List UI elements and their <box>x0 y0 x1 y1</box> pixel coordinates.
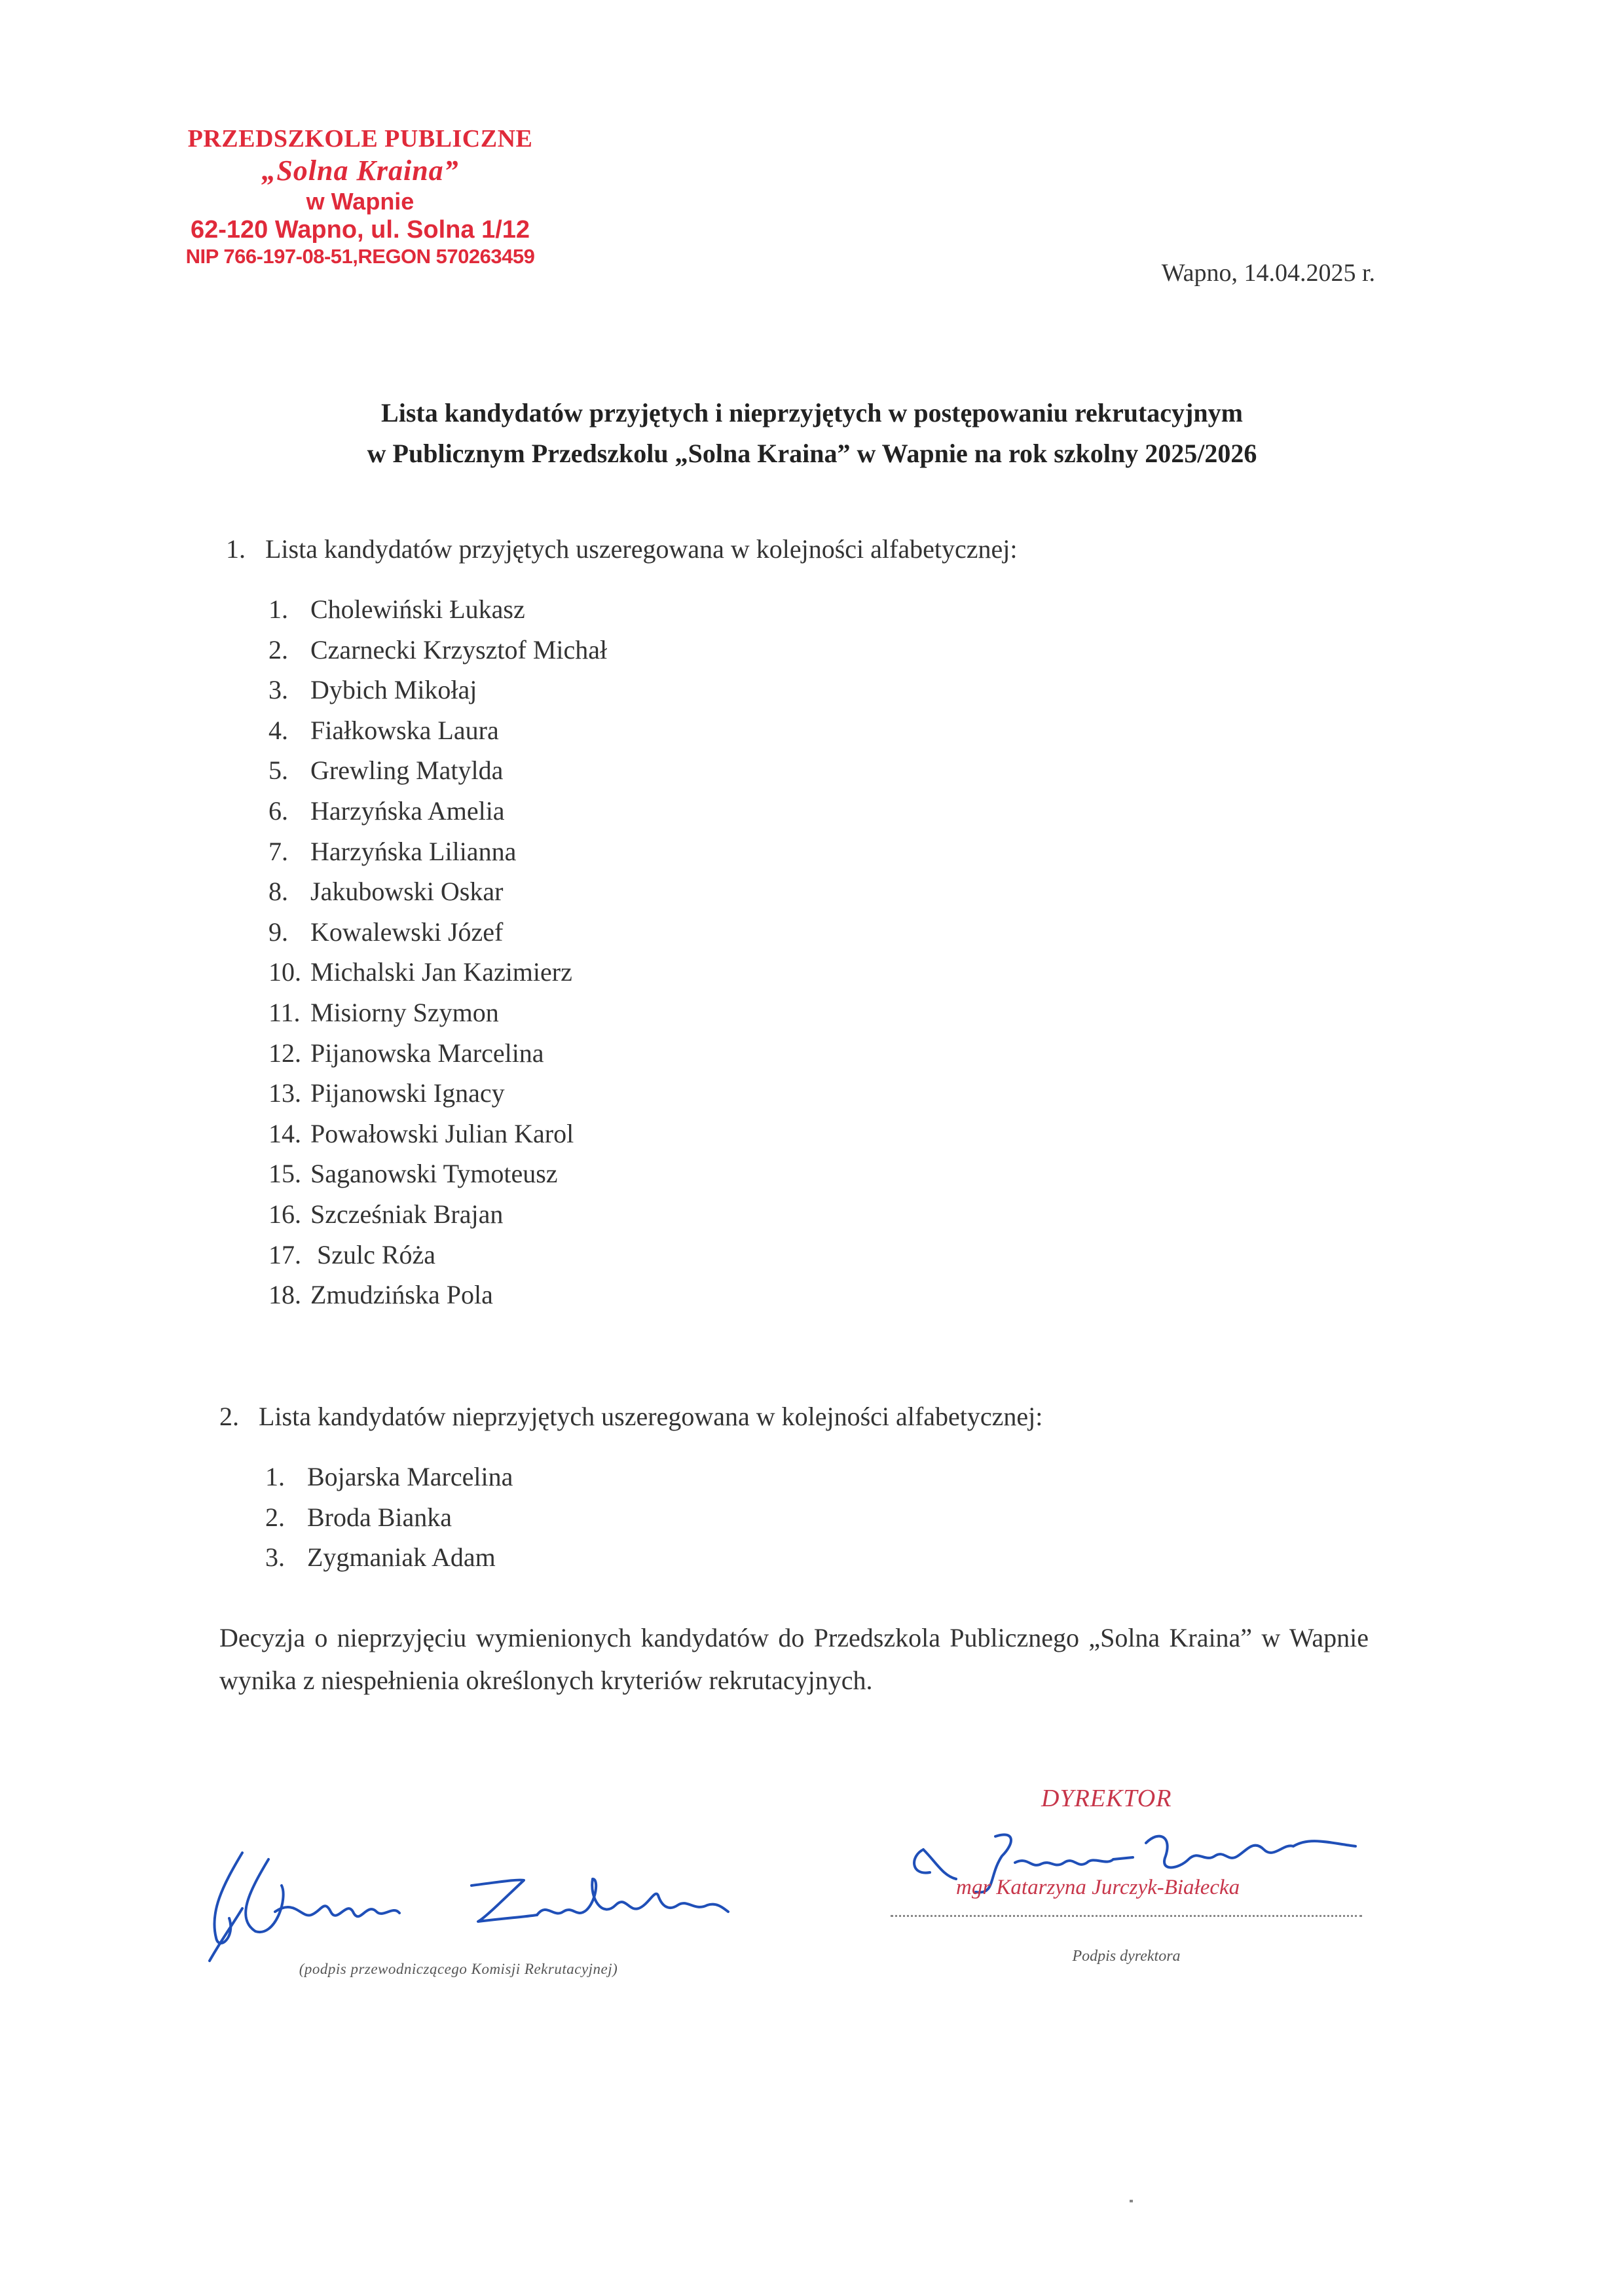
title-line-2: w Publicznym Przedszkolu „Solna Kraina” w Wapnie na rok szkolny 2025/2026 <box>367 439 1257 468</box>
list-item-number: 11. <box>268 997 301 1027</box>
list-item-number: 3. <box>265 1542 285 1573</box>
list-item-number: 6. <box>268 795 288 826</box>
stamp-line-2: „Solna Kraina” <box>261 154 459 187</box>
candidate-name: Misiorny Szymon <box>310 997 499 1027</box>
stamp-line-4: 62-120 Wapno, ul. Solna 1/12 <box>190 216 530 244</box>
list-item <box>265 1537 513 1578</box>
chair-signature <box>196 1840 733 1971</box>
candidate-name: Michalski Jan Kazimierz <box>310 957 572 987</box>
list-item-number: 3. <box>268 675 288 705</box>
list-item <box>265 1497 513 1538</box>
candidate-name: Harzyńska Lilianna <box>310 836 517 866</box>
accepted-list <box>268 589 607 1315</box>
list-item-number: 15. <box>268 1159 301 1189</box>
list-item-number: 5. <box>268 756 288 786</box>
list-item-number: 12. <box>268 1038 301 1068</box>
candidate-name: Zmudzińska Pola <box>310 1280 493 1310</box>
candidate-name: Dybich Mikołaj <box>310 675 477 705</box>
director-signature-caption: Podpis dyrektora <box>1072 1948 1181 1965</box>
candidate-name: Bojarska Marcelina <box>307 1462 513 1491</box>
stamp-line-5: NIP 766-197-08-51,REGON 570263459 <box>185 245 535 268</box>
list-item <box>268 831 607 872</box>
rejected-list <box>265 1457 513 1578</box>
list-item <box>268 1033 607 1074</box>
list-item <box>268 952 607 993</box>
title-line-1: Lista kandydatów przyjętych i nieprzyjętych w postępowaniu rekrutacyjnym <box>381 398 1243 428</box>
list-item <box>268 589 607 630</box>
candidate-name: Broda Bianka <box>307 1502 452 1532</box>
candidate-name: Jakubowski Oskar <box>310 877 504 907</box>
list-item <box>268 1194 607 1235</box>
list-item-number: 4. <box>268 715 288 745</box>
candidate-name: Saganowski Tymoteusz <box>310 1159 558 1189</box>
list-item <box>268 630 607 670</box>
list-item-number: 2. <box>268 634 288 665</box>
list-item-number: 1. <box>268 594 288 624</box>
list-item <box>268 871 607 912</box>
list-item-number: 17. <box>268 1239 301 1269</box>
list-item-number: 14. <box>268 1118 301 1148</box>
section-2-number: 2. <box>219 1402 239 1431</box>
stamp-line-3: w Wapnie <box>306 187 415 215</box>
list-item <box>268 1275 607 1315</box>
candidate-name: Szulc Róża <box>310 1239 436 1269</box>
candidate-name: Pijanowski Ignacy <box>310 1078 505 1108</box>
school-stamp <box>131 124 589 269</box>
list-item <box>265 1457 513 1497</box>
list-item-number: 9. <box>268 917 288 947</box>
list-item <box>268 912 607 953</box>
section-2-heading <box>219 1401 1043 1432</box>
list-item-number: 10. <box>268 957 301 987</box>
list-item-number: 2. <box>265 1502 285 1532</box>
list-item-number: 1. <box>265 1462 285 1491</box>
list-item <box>268 750 607 791</box>
candidate-name: Czarnecki Krzysztof Michał <box>310 634 608 665</box>
candidate-name: Kowalewski Józef <box>310 917 504 947</box>
director-name-stamp: mgr Katarzyna Jurczyk-Białecka <box>956 1876 1240 1899</box>
list-item-number: 16. <box>268 1199 301 1229</box>
stamp-line-1: PRZEDSZKOLE PUBLICZNE <box>187 125 533 153</box>
candidate-name: Powałowski Julian Karol <box>310 1118 574 1148</box>
section-1-number: 1. <box>226 534 246 564</box>
list-item <box>268 993 607 1033</box>
scan-speck <box>1130 2200 1133 2202</box>
section-2-heading-text: Lista kandydatów nieprzyjętych uszeregowana w kolejności alfabetycznej: <box>259 1402 1043 1431</box>
candidate-name: Pijanowska Marcelina <box>310 1038 544 1068</box>
section-1-heading <box>226 534 1017 564</box>
list-item <box>268 1235 607 1275</box>
candidate-name: Zygmaniak Adam <box>307 1542 496 1573</box>
candidate-name: Grewling Matylda <box>310 756 504 786</box>
list-item <box>268 791 607 831</box>
director-signature-line <box>891 1915 1362 1917</box>
candidate-name: Harzyńska Amelia <box>310 795 505 826</box>
document-title <box>0 393 1624 474</box>
list-item <box>268 670 607 710</box>
list-item <box>268 710 607 751</box>
candidate-name: Szcześniak Brajan <box>310 1199 504 1229</box>
decision-paragraph: Decyzja o nieprzyjęciu wymienionych kandydatów do Przedszkola Publicznego „Solna Kraina” w Wapnie wynika z niespełnienia określonych kryteriów rekrutacyjnych. <box>219 1623 1369 1695</box>
candidate-name: Cholewiński Łukasz <box>310 594 525 624</box>
list-item <box>268 1154 607 1194</box>
list-item <box>268 1073 607 1114</box>
chair-signature-caption: (podpis przewodniczącego Komisji Rekrutacyjnej) <box>299 1961 618 1977</box>
document-date: Wapno, 14.04.2025 r. <box>1161 259 1375 287</box>
list-item <box>268 1114 607 1154</box>
director-stamp-title: DYREKTOR <box>1041 1785 1172 1812</box>
list-item-number: 13. <box>268 1078 301 1108</box>
candidate-name: Fiałkowska Laura <box>310 715 499 745</box>
list-item-number: 18. <box>268 1280 301 1310</box>
list-item-number: 8. <box>268 877 288 907</box>
section-1-heading-text: Lista kandydatów przyjętych uszeregowana w kolejności alfabetycznej: <box>265 534 1018 564</box>
list-item-number: 7. <box>268 836 288 866</box>
